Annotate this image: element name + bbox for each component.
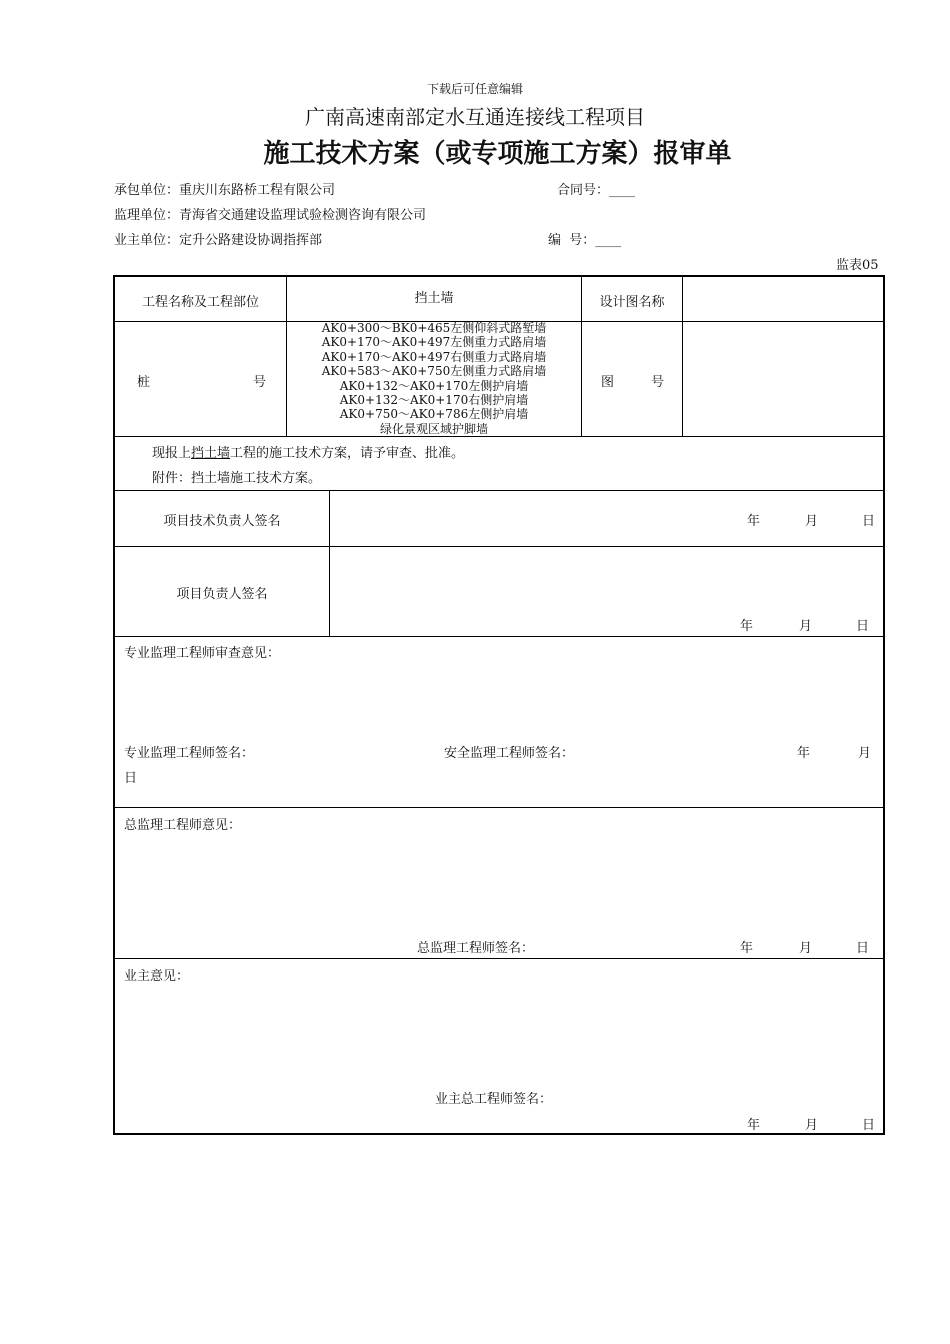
chief-month: 月: [799, 941, 813, 956]
row-divider: [115, 807, 883, 808]
owner-sign-label: 业主总工程师签名：: [435, 1092, 553, 1107]
row-divider: [115, 958, 883, 959]
report-suffix: 工程的施工技术方案，请予审查、批准。: [230, 446, 465, 461]
chief-opinion-label: 总监理工程师意见：: [124, 818, 242, 833]
report-subject: 挡土墙: [191, 446, 231, 461]
tech-lead-month: 月: [805, 514, 819, 529]
supervisor-label: 监理单位：: [114, 208, 180, 223]
specialist-month: 月: [858, 746, 872, 761]
project-name-label: 工程名称及工程部位: [141, 295, 259, 310]
owner-month: 月: [805, 1118, 819, 1133]
supervisor-row: [114, 204, 426, 223]
drawing-no-label-left: 图: [601, 375, 615, 390]
owner-day: 日: [862, 1118, 876, 1133]
safety-sign-label: 安全监理工程师签名：: [444, 746, 575, 761]
specialist-year: 年: [797, 746, 811, 761]
chief-sign-label: 总监理工程师签名：: [417, 941, 535, 956]
tech-lead-year: 年: [747, 514, 761, 529]
contract-number: 合同号：____: [557, 183, 636, 198]
form-title: 施工技术方案（或专项施工方案）报审单: [263, 139, 732, 169]
supervisor-value: 青海省交通建设监理试验检测咨询有限公司: [179, 208, 427, 223]
stake-label-left: 桩: [137, 375, 151, 390]
pm-month: 月: [799, 619, 813, 634]
form-code: 监表05: [836, 258, 879, 273]
project-name-value: 挡土墙: [414, 291, 454, 306]
tech-lead-day: 日: [862, 514, 876, 529]
row-divider: [115, 636, 883, 637]
stake-item: AK0+170～AK0+497右侧重力式路肩墙: [321, 349, 547, 364]
stake-item: AK0+300～BK0+465左侧仰斜式路堑墙: [321, 321, 547, 335]
contractor-label: 承包单位：: [114, 183, 180, 198]
owner-opinion-label: 业主意见：: [124, 969, 190, 984]
pm-year: 年: [740, 619, 754, 634]
stake-list: [287, 321, 581, 436]
chief-day: 日: [856, 941, 870, 956]
pm-sign-label: 项目负责人签名: [176, 587, 268, 602]
stake-item: 绿化景观区域护脚墙: [379, 421, 488, 436]
report-prefix: 现报上: [152, 446, 192, 461]
owner-row: [114, 229, 322, 248]
watermark-text: 下载后可任意编辑: [426, 82, 523, 96]
contractor-row: [114, 179, 335, 198]
specialist-day: 日: [124, 771, 138, 786]
col-divider: [329, 490, 330, 636]
approval-form-table: [113, 275, 885, 1135]
drawing-no-label-right: 号: [651, 375, 665, 390]
stake-label-right: 号: [253, 375, 267, 390]
contractor-value: 重庆川东路桥工程有限公司: [179, 183, 336, 198]
attachment-note: 附件：挡土墙施工技术方案。: [152, 471, 322, 486]
tech-lead-sign-label: 项目技术负责人签名: [163, 514, 281, 529]
chief-year: 年: [740, 941, 754, 956]
row-divider: [115, 546, 883, 547]
row-divider: [115, 490, 883, 491]
stake-item: AK0+583～AK0+750左侧重力式路肩墙: [321, 364, 547, 379]
specialist-opinion-label: 专业监理工程师审查意见：: [124, 646, 281, 661]
owner-year: 年: [747, 1118, 761, 1133]
pm-day: 日: [856, 619, 870, 634]
stake-item: AK0+170～AK0+497左侧重力式路肩墙: [321, 335, 547, 350]
stake-item: AK0+132～AK0+170右侧护肩墙: [339, 393, 529, 408]
design-drawing-label: 设计图名称: [599, 295, 665, 310]
owner-label: 业主单位：: [114, 233, 180, 248]
stake-item: AK0+132～AK0+170左侧护肩墙: [339, 378, 529, 393]
stake-item: AK0+750～AK0+786左侧护肩墙: [339, 407, 529, 422]
col-divider: [682, 277, 683, 436]
project-title: 广南高速南部定水互通连接线工程项目: [305, 105, 645, 129]
owner-value: 定升公路建设协调指挥部: [179, 233, 323, 248]
serial-number: 编 号：____: [548, 233, 622, 248]
report-statement: [152, 442, 464, 461]
specialist-sign-label: 专业监理工程师签名：: [124, 746, 255, 761]
